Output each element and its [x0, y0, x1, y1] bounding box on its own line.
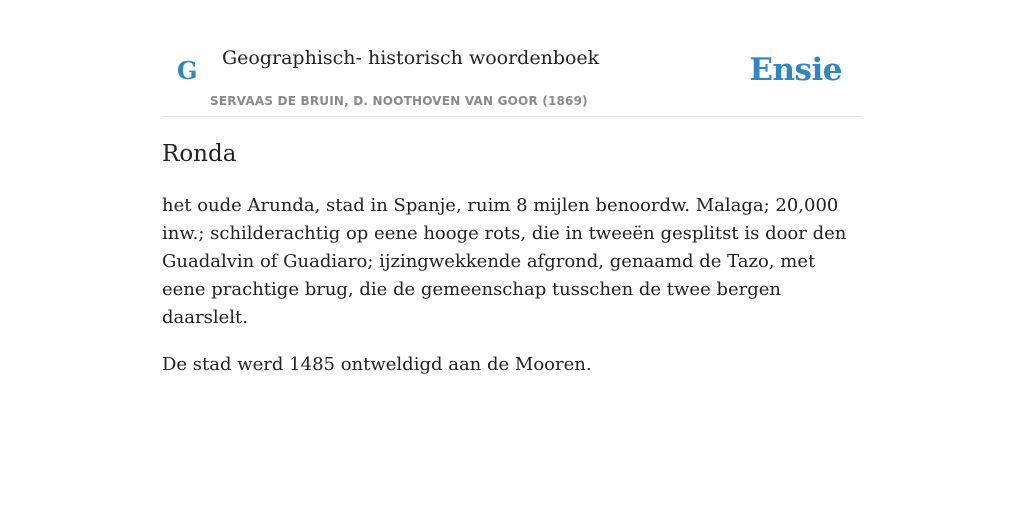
book-initial-icon[interactable]: G: [177, 56, 198, 85]
entry-content: [162, 138, 862, 379]
dictionary-header: [162, 0, 862, 117]
entry-title: Ronda: [162, 141, 237, 167]
entry-paragraph: De stad werd 1485 ontweldigd aan de Mooren.: [162, 354, 592, 375]
ensie-logo[interactable]: Ensie: [749, 52, 842, 88]
book-author: SERVAAS DE BRUIN, D. NOOTHOVEN VAN GOOR (1869): [210, 94, 588, 108]
entry-paragraph: het oude Arunda, stad in Spanje, ruim 8 mijlen benoordw. Malaga; 20,000 inw.; schilderachtig op eene hooge rots, die in tweeën gesplitst is door den Guadalvin of Guadiaro; ijzingwekkende afgrond, genaamd de Tazo, met eene prachtige brug, die de gemeenschap tusschen de twee bergen daarslelt.: [162, 195, 847, 328]
book-title-link[interactable]: Geographisch- historisch woordenboek: [222, 47, 600, 69]
